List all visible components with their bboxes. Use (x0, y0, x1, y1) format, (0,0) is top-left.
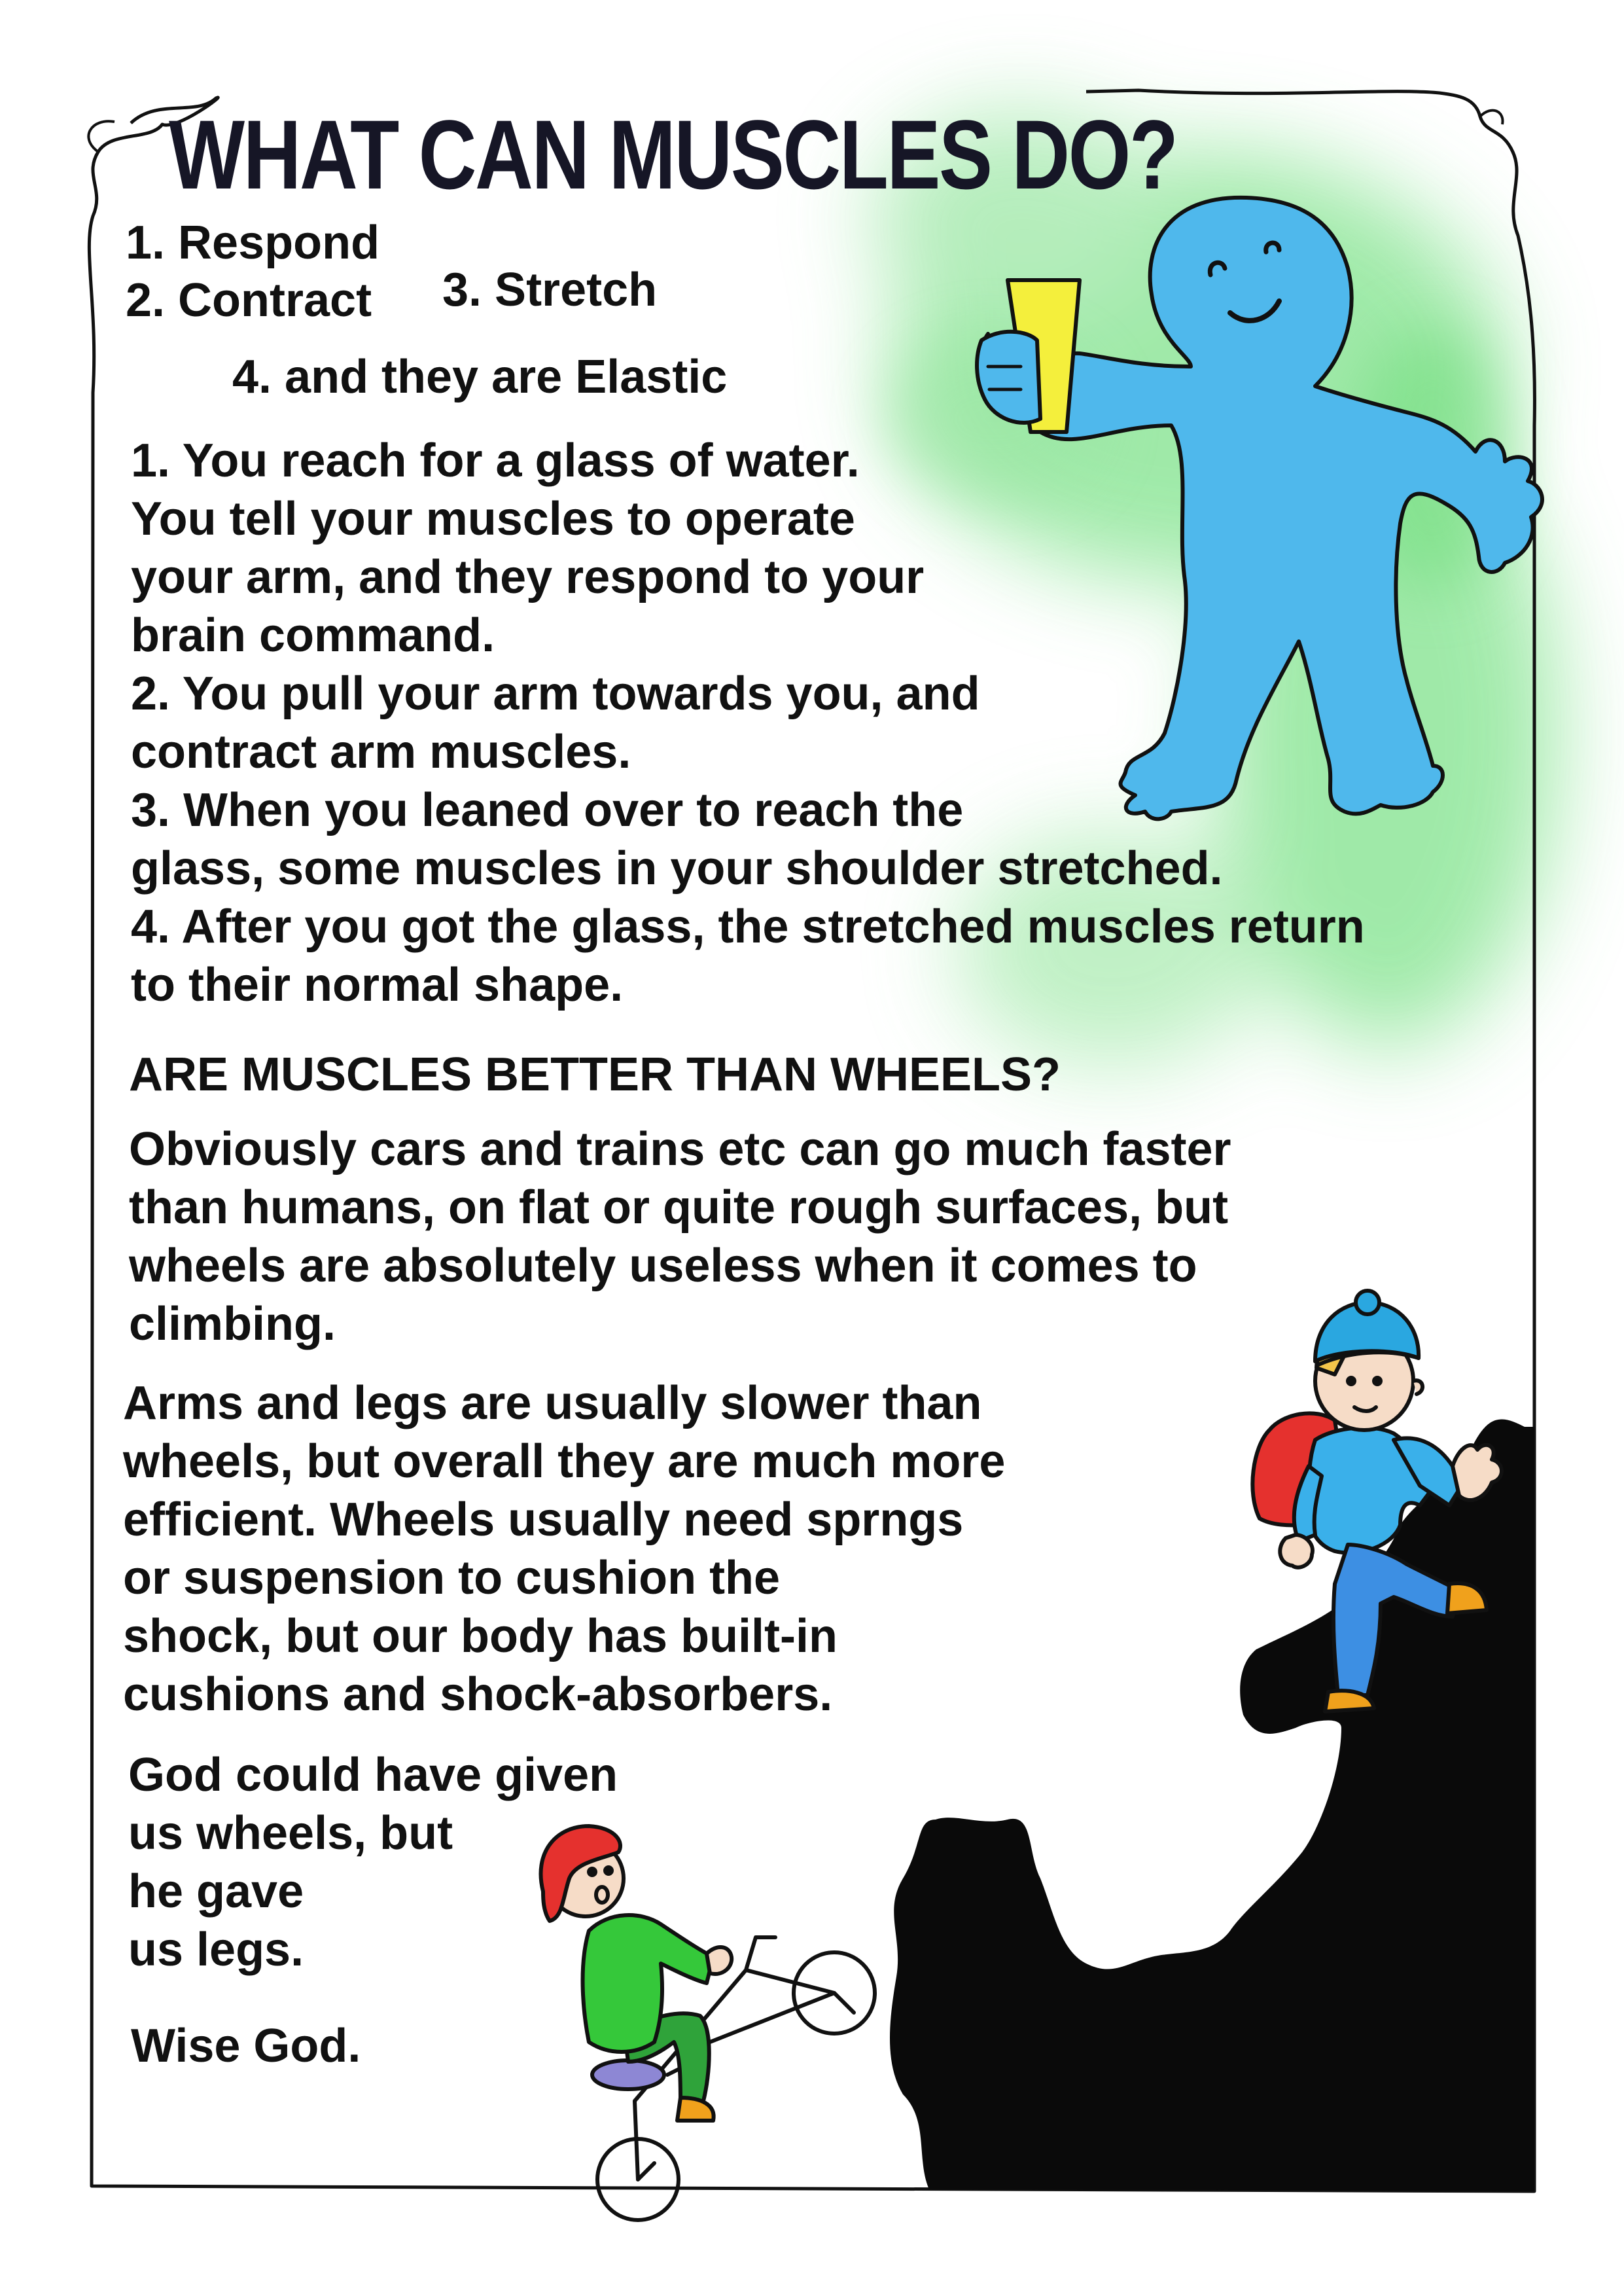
text-line: You tell your muscles to operate (131, 493, 855, 545)
text-line: wheels, but overall they are much more (123, 1435, 1006, 1488)
text-line: God could have given (128, 1749, 618, 1801)
text-line: climbing. (129, 1298, 336, 1350)
text-line: shock, but our body has built-in (123, 1610, 838, 1662)
wheels-paragraph (129, 1121, 1231, 1354)
text-line: Obviously cars and trains etc can go much faster (129, 1123, 1231, 1175)
text-line: wheels are absolutely useless when it comes to (129, 1240, 1197, 1292)
summary-item-contract: 2. Contract (126, 274, 372, 327)
text-line: to their normal shape. (131, 959, 624, 1011)
text-line: he gave (128, 1865, 304, 1918)
summary-item-respond: 1. Respond (126, 217, 380, 269)
text-line: efficient. Wheels usually need sprngs (123, 1494, 964, 1546)
text-line: cushions and shock-absorbers. (123, 1668, 833, 1721)
section-heading: ARE MUSCLES BETTER THAN WHEELS? (129, 1049, 1061, 1101)
text-line: us legs. (128, 1924, 304, 1976)
text-line: contract arm muscles. (131, 726, 631, 778)
text-line: brain command. (131, 609, 495, 662)
text-line: 4. After you got the glass, the stretched muscles return (131, 901, 1365, 953)
explanation-paragraph (131, 432, 1365, 1014)
text-line: than humans, on flat or quite rough surfaces, but (129, 1181, 1229, 1234)
text-line: us wheels, but (128, 1807, 453, 1859)
summary-item-stretch: 3. Stretch (442, 264, 658, 316)
text-line: your arm, and they respond to your (131, 551, 925, 603)
page-title: WHAT CAN MUSCLES DO? (169, 99, 1177, 209)
text-line: or suspension to cushion the (123, 1552, 781, 1604)
text-line: 3. When you leaned over to reach the (131, 784, 964, 836)
summary-item-elastic: 4. and they are Elastic (232, 351, 728, 403)
text-line: Arms and legs are usually slower than (123, 1377, 982, 1429)
text-line: 2. You pull your arm towards you, and (131, 668, 980, 720)
closing-line: Wise God. (131, 2020, 361, 2072)
god-paragraph (128, 1746, 618, 1979)
efficiency-paragraph (123, 1374, 1005, 1724)
text-line: 1. You reach for a glass of water. (131, 435, 860, 487)
text-line: glass, some muscles in your shoulder stretched. (131, 842, 1223, 895)
